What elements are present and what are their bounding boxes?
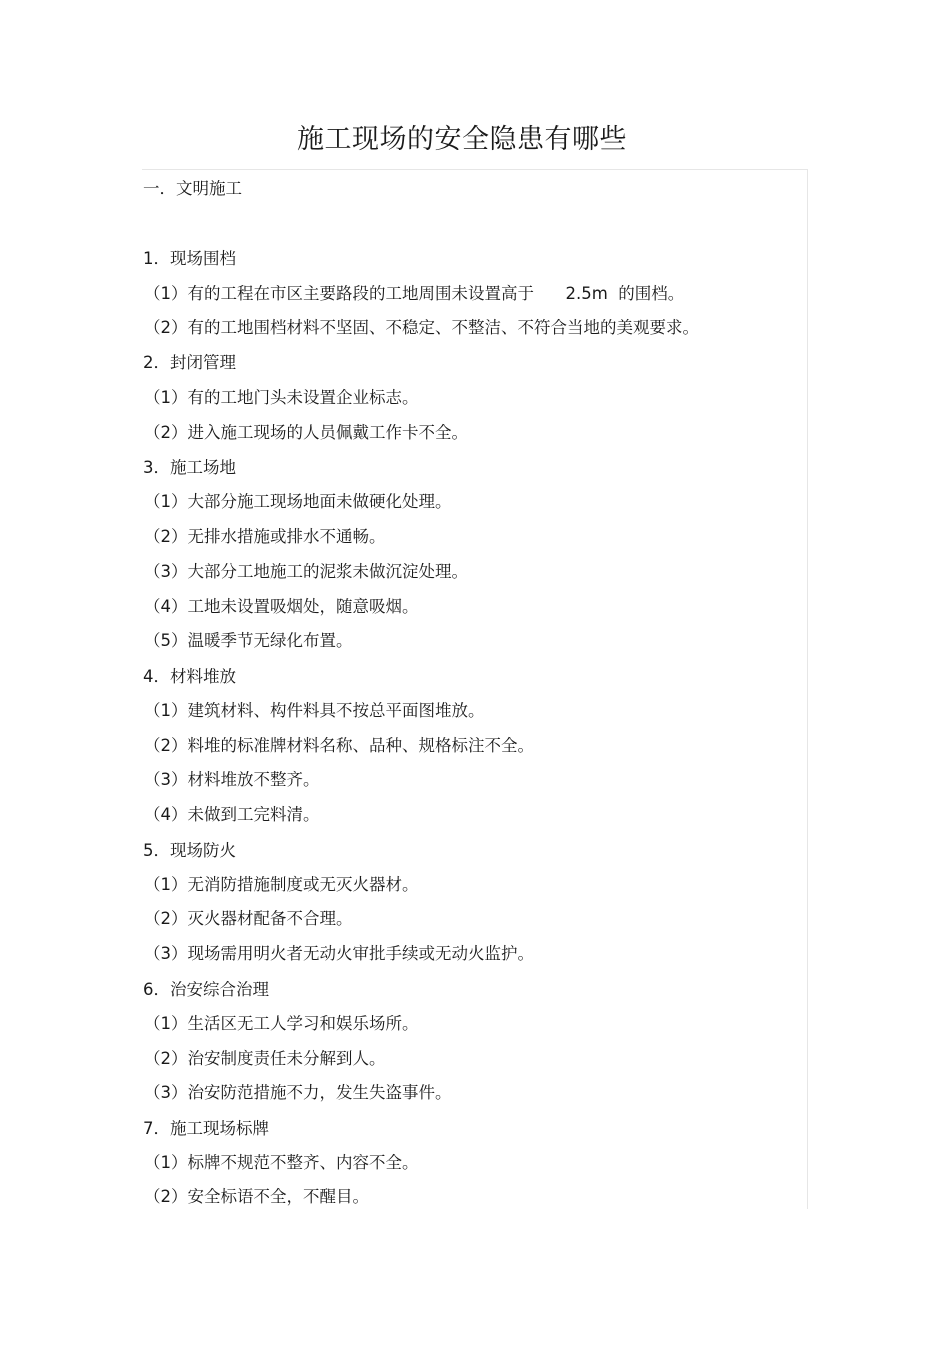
list-item: （3）现场需用明火者无动火审批手续或无动火监护。 (144, 944, 534, 963)
list-item: （4）工地未设置吸烟处，随意吸烟。 (144, 597, 419, 616)
list-item: （2）料堆的标准牌材料名称、品种、规格标注不全。 (144, 736, 534, 755)
list-item: （1）生活区无工人学习和娱乐场所。 (144, 1014, 419, 1033)
list-item: （2）有的工地围档材料不坚固、不稳定、不整洁、不符合当地的美观要求。 (144, 318, 699, 337)
list-item: （3）材料堆放不整齐。 (144, 770, 320, 789)
list-item: （2）无排水措施或排水不通畅。 (144, 527, 386, 546)
page-title: 施工现场的安全隐患有哪些 (297, 124, 627, 155)
list-item: （4）未做到工完料清。 (144, 805, 320, 824)
block-heading-4: 4．材料堆放 (143, 667, 236, 686)
block-heading-2: 2．封闭管理 (143, 353, 236, 372)
list-item: （1）无消防措施制度或无灭火器材。 (144, 875, 419, 894)
list-item: （1）标牌不规范不整齐、内容不全。 (144, 1153, 419, 1172)
list-item: （1）建筑材料、构件料具不按总平面图堆放。 (144, 701, 485, 720)
block-heading-6: 6．治安综合治理 (143, 980, 269, 999)
block-heading-1: 1．现场围档 (143, 249, 236, 268)
list-item: （1）有的工程在市区主要路段的工地周围未设置高于 2.5m 的围档。 (144, 284, 685, 303)
list-item: （1）大部分施工现场地面未做硬化处理。 (144, 492, 452, 511)
block-heading-5: 5．现场防火 (143, 841, 236, 860)
list-item: （5）温暖季节无绿化布置。 (144, 631, 353, 650)
section-heading: 一．文明施工 (143, 179, 242, 198)
list-item: （2）安全标语不全，不醒目。 (144, 1187, 369, 1206)
list-item: （2）进入施工现场的人员佩戴工作卡不全。 (144, 423, 468, 442)
list-item: （3）治安防范措施不力，发生失盗事件。 (144, 1083, 452, 1102)
list-item: （1）有的工地门头未设置企业标志。 (144, 388, 419, 407)
block-heading-7: 7．施工现场标牌 (143, 1119, 269, 1138)
block-heading-3: 3．施工场地 (143, 458, 236, 477)
list-item: （2）灭火器材配备不合理。 (144, 909, 353, 928)
list-item: （3）大部分工地施工的泥浆未做沉淀处理。 (144, 562, 468, 581)
list-item: （2）治安制度责任未分解到人。 (144, 1049, 386, 1068)
